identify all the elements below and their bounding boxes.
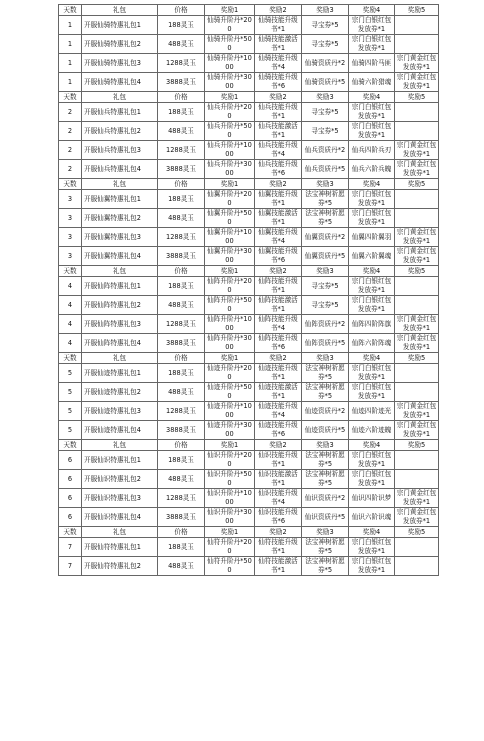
package-name-cell: 开服仙兵特惠礼包1 (82, 103, 158, 122)
package-name-cell: 开服仙骑特惠礼包3 (82, 54, 158, 73)
package-name-cell: 开服仙迹特惠礼包3 (82, 402, 158, 421)
reward-2-cell: 仙阵技能升级书*6 (255, 334, 302, 353)
header-row (59, 440, 439, 451)
column-header-reward-2: 奖励2 (255, 353, 302, 364)
reward-4-cell: 仙阵四阶阵旗 (349, 315, 395, 334)
header-row (59, 179, 439, 190)
table-row (59, 334, 439, 353)
reward-1-cell: 仙骑升阶丹*500 (205, 35, 255, 54)
column-header-price: 价格 (158, 266, 205, 277)
reward-5-cell: 宗门黄金红包发放券*1 (395, 315, 439, 334)
header-row (59, 266, 439, 277)
column-header-reward-5: 奖励5 (395, 440, 439, 451)
price-cell: 3888灵玉 (158, 247, 205, 266)
price-cell: 3888灵玉 (158, 160, 205, 179)
reward-5-cell: 宗门黄金红包发放券*1 (395, 334, 439, 353)
reward-4-cell: 宗门白银红包发放券*1 (349, 470, 395, 489)
day-cell: 4 (59, 315, 82, 334)
reward-4-cell: 仙骑四阶马匪 (349, 54, 395, 73)
column-header-reward-4: 奖励4 (349, 353, 395, 364)
reward-3-cell: 仙迹资质丹*5 (302, 421, 349, 440)
reward-4-cell: 仙兵六阶兵魄 (349, 160, 395, 179)
column-header-day: 天数 (59, 527, 82, 538)
reward-1-cell: 仙迹升阶丹*500 (205, 383, 255, 402)
column-header-reward-4: 奖励4 (349, 266, 395, 277)
table-row (59, 364, 439, 383)
column-header-reward-4: 奖励4 (349, 179, 395, 190)
reward-2-cell: 仙阵技能激活书*1 (255, 296, 302, 315)
reward-2-cell: 仙兵技能升级书*4 (255, 141, 302, 160)
reward-1-cell: 仙骑升阶丹*200 (205, 16, 255, 35)
column-header-price: 价格 (158, 5, 205, 16)
table-row (59, 103, 439, 122)
reward-5-cell (395, 538, 439, 557)
reward-4-cell: 宗门白银红包发放券*1 (349, 209, 395, 228)
column-header-reward-5: 奖励5 (395, 5, 439, 16)
column-header-package-name: 礼包 (82, 440, 158, 451)
reward-table (58, 4, 439, 576)
price-cell: 3888灵玉 (158, 421, 205, 440)
reward-4-cell: 宗门白银红包发放券*1 (349, 538, 395, 557)
package-name-cell: 开服仙骑特惠礼包4 (82, 73, 158, 92)
reward-3-cell: 仙兵资质丹*2 (302, 141, 349, 160)
day-cell: 6 (59, 451, 82, 470)
reward-2-cell: 仙兵技能升级书*1 (255, 103, 302, 122)
table-row (59, 35, 439, 54)
column-header-package-name: 礼包 (82, 527, 158, 538)
reward-5-cell (395, 122, 439, 141)
reward-3-cell: 仙迹资质丹*2 (302, 402, 349, 421)
table-row (59, 141, 439, 160)
reward-5-cell (395, 277, 439, 296)
package-name-cell: 开服仙符特惠礼包2 (82, 557, 158, 576)
column-header-package-name: 礼包 (82, 5, 158, 16)
reward-2-cell: 仙识技能升级书*1 (255, 451, 302, 470)
day-cell: 3 (59, 190, 82, 209)
price-cell: 3888灵玉 (158, 508, 205, 527)
day-cell: 1 (59, 73, 82, 92)
day-cell: 6 (59, 489, 82, 508)
reward-2-cell: 仙骑技能升级书*6 (255, 73, 302, 92)
column-header-reward-2: 奖励2 (255, 92, 302, 103)
reward-5-cell (395, 35, 439, 54)
table-row (59, 73, 439, 92)
reward-5-cell: 宗门黄金红包发放券*1 (395, 489, 439, 508)
header-row (59, 353, 439, 364)
table-row (59, 538, 439, 557)
package-name-cell: 开服仙识特惠礼包4 (82, 508, 158, 527)
table-row (59, 228, 439, 247)
table-row (59, 557, 439, 576)
reward-1-cell: 仙阵升阶丹*500 (205, 296, 255, 315)
reward-4-cell: 宗门白银红包发放券*1 (349, 296, 395, 315)
reward-3-cell: 寻宝券*5 (302, 35, 349, 54)
reward-2-cell: 仙兵技能激活书*1 (255, 122, 302, 141)
day-cell: 2 (59, 141, 82, 160)
column-header-reward-3: 奖励3 (302, 5, 349, 16)
column-header-price: 价格 (158, 179, 205, 190)
table-row (59, 122, 439, 141)
reward-1-cell: 仙兵升阶丹*3000 (205, 160, 255, 179)
reward-3-cell: 寻宝券*5 (302, 277, 349, 296)
table-row (59, 508, 439, 527)
column-header-day: 天数 (59, 353, 82, 364)
column-header-reward-1: 奖励1 (205, 92, 255, 103)
package-name-cell: 开服仙翼特惠礼包1 (82, 190, 158, 209)
package-name-cell: 开服仙迹特惠礼包1 (82, 364, 158, 383)
reward-3-cell: 法宝神树祈愿券*5 (302, 557, 349, 576)
reward-3-cell: 法宝神树祈愿券*5 (302, 383, 349, 402)
reward-2-cell: 仙迹技能升级书*1 (255, 364, 302, 383)
price-cell: 488灵玉 (158, 209, 205, 228)
day-cell: 2 (59, 103, 82, 122)
package-name-cell: 开服仙识特惠礼包1 (82, 451, 158, 470)
reward-1-cell: 仙符升阶丹*200 (205, 538, 255, 557)
column-header-package-name: 礼包 (82, 92, 158, 103)
reward-3-cell: 仙翼资质丹*2 (302, 228, 349, 247)
column-header-reward-3: 奖励3 (302, 92, 349, 103)
day-cell: 6 (59, 470, 82, 489)
table-row (59, 160, 439, 179)
column-header-reward-4: 奖励4 (349, 527, 395, 538)
reward-1-cell: 仙阵升阶丹*1000 (205, 315, 255, 334)
day-cell: 1 (59, 35, 82, 54)
reward-4-cell: 宗门白银红包发放券*1 (349, 364, 395, 383)
day-cell: 4 (59, 334, 82, 353)
package-name-cell: 开服仙迹特惠礼包2 (82, 383, 158, 402)
reward-1-cell: 仙迹升阶丹*1000 (205, 402, 255, 421)
reward-3-cell: 寻宝券*5 (302, 296, 349, 315)
table-row (59, 209, 439, 228)
table-row (59, 190, 439, 209)
price-cell: 488灵玉 (158, 383, 205, 402)
column-header-reward-1: 奖励1 (205, 266, 255, 277)
column-header-reward-2: 奖励2 (255, 5, 302, 16)
column-header-package-name: 礼包 (82, 353, 158, 364)
header-row (59, 92, 439, 103)
column-header-price: 价格 (158, 92, 205, 103)
price-cell: 188灵玉 (158, 16, 205, 35)
column-header-day: 天数 (59, 266, 82, 277)
day-cell: 1 (59, 54, 82, 73)
price-cell: 1288灵玉 (158, 315, 205, 334)
price-cell: 1288灵玉 (158, 402, 205, 421)
column-header-reward-2: 奖励2 (255, 440, 302, 451)
reward-3-cell: 仙骑资质丹*2 (302, 54, 349, 73)
reward-3-cell: 仙阵资质丹*5 (302, 334, 349, 353)
reward-2-cell: 仙翼技能升级书*4 (255, 228, 302, 247)
table-row (59, 470, 439, 489)
header-row (59, 527, 439, 538)
reward-5-cell: 宗门黄金红包发放券*1 (395, 421, 439, 440)
column-header-reward-1: 奖励1 (205, 527, 255, 538)
column-header-day: 天数 (59, 440, 82, 451)
price-cell: 488灵玉 (158, 35, 205, 54)
reward-4-cell: 仙翼六阶翼魂 (349, 247, 395, 266)
reward-1-cell: 仙阵升阶丹*200 (205, 277, 255, 296)
price-cell: 188灵玉 (158, 538, 205, 557)
price-cell: 3888灵玉 (158, 73, 205, 92)
day-cell: 5 (59, 421, 82, 440)
column-header-reward-3: 奖励3 (302, 527, 349, 538)
column-header-reward-5: 奖励5 (395, 179, 439, 190)
reward-5-cell (395, 209, 439, 228)
reward-1-cell: 仙阵升阶丹*3000 (205, 334, 255, 353)
reward-5-cell (395, 296, 439, 315)
column-header-reward-5: 奖励5 (395, 266, 439, 277)
day-cell: 3 (59, 247, 82, 266)
reward-3-cell: 法宝神树祈愿券*5 (302, 364, 349, 383)
reward-3-cell: 仙识资质丹*5 (302, 508, 349, 527)
package-name-cell: 开服仙兵特惠礼包4 (82, 160, 158, 179)
reward-2-cell: 仙阵技能升级书*1 (255, 277, 302, 296)
column-header-reward-3: 奖励3 (302, 266, 349, 277)
column-header-reward-1: 奖励1 (205, 179, 255, 190)
table-row (59, 54, 439, 73)
reward-4-cell: 宗门白银红包发放券*1 (349, 122, 395, 141)
column-header-day: 天数 (59, 179, 82, 190)
reward-3-cell: 仙翼资质丹*5 (302, 247, 349, 266)
price-cell: 188灵玉 (158, 277, 205, 296)
reward-5-cell (395, 190, 439, 209)
table-row (59, 489, 439, 508)
reward-2-cell: 仙识技能升级书*4 (255, 489, 302, 508)
reward-1-cell: 仙翼升阶丹*3000 (205, 247, 255, 266)
table-row (59, 277, 439, 296)
header-row (59, 5, 439, 16)
reward-4-cell: 宗门白银红包发放券*1 (349, 103, 395, 122)
reward-2-cell: 仙符技能升级书*1 (255, 538, 302, 557)
reward-2-cell: 仙迹技能升级书*6 (255, 421, 302, 440)
table-row (59, 315, 439, 334)
package-name-cell: 开服仙骑特惠礼包2 (82, 35, 158, 54)
reward-4-cell: 宗门白银红包发放券*1 (349, 383, 395, 402)
reward-4-cell: 仙迹四阶迹光 (349, 402, 395, 421)
price-cell: 1288灵玉 (158, 141, 205, 160)
reward-4-cell: 宗门白银红包发放券*1 (349, 35, 395, 54)
table-row (59, 421, 439, 440)
reward-3-cell: 仙识资质丹*2 (302, 489, 349, 508)
package-name-cell: 开服仙符特惠礼包1 (82, 538, 158, 557)
price-cell: 3888灵玉 (158, 334, 205, 353)
price-cell: 1288灵玉 (158, 489, 205, 508)
reward-4-cell: 仙翼四阶翼羽 (349, 228, 395, 247)
table-row (59, 296, 439, 315)
package-name-cell: 开服仙兵特惠礼包2 (82, 122, 158, 141)
column-header-reward-1: 奖励1 (205, 353, 255, 364)
column-header-reward-5: 奖励5 (395, 353, 439, 364)
package-name-cell: 开服仙识特惠礼包3 (82, 489, 158, 508)
reward-3-cell: 法宝神树祈愿券*5 (302, 451, 349, 470)
day-cell: 2 (59, 122, 82, 141)
package-name-cell: 开服仙阵特惠礼包3 (82, 315, 158, 334)
price-cell: 488灵玉 (158, 470, 205, 489)
reward-1-cell: 仙迹升阶丹*200 (205, 364, 255, 383)
reward-3-cell: 寻宝券*5 (302, 122, 349, 141)
package-name-cell: 开服仙阵特惠礼包1 (82, 277, 158, 296)
reward-5-cell (395, 103, 439, 122)
price-cell: 1288灵玉 (158, 228, 205, 247)
column-header-day: 天数 (59, 5, 82, 16)
reward-1-cell: 仙迹升阶丹*3000 (205, 421, 255, 440)
column-header-reward-2: 奖励2 (255, 179, 302, 190)
reward-4-cell: 仙骑六阶猎魂 (349, 73, 395, 92)
column-header-reward-4: 奖励4 (349, 92, 395, 103)
price-cell: 188灵玉 (158, 451, 205, 470)
reward-3-cell: 寻宝券*5 (302, 16, 349, 35)
reward-1-cell: 仙识升阶丹*500 (205, 470, 255, 489)
reward-5-cell (395, 451, 439, 470)
day-cell: 7 (59, 538, 82, 557)
reward-5-cell (395, 470, 439, 489)
reward-3-cell: 仙兵资质丹*5 (302, 160, 349, 179)
price-cell: 1288灵玉 (158, 54, 205, 73)
price-cell: 188灵玉 (158, 364, 205, 383)
reward-5-cell (395, 364, 439, 383)
package-name-cell: 开服仙兵特惠礼包3 (82, 141, 158, 160)
column-header-reward-3: 奖励3 (302, 353, 349, 364)
reward-1-cell: 仙翼升阶丹*1000 (205, 228, 255, 247)
column-header-reward-1: 奖励1 (205, 5, 255, 16)
column-header-package-name: 礼包 (82, 266, 158, 277)
package-name-cell: 开服仙骑特惠礼包1 (82, 16, 158, 35)
day-cell: 4 (59, 277, 82, 296)
reward-1-cell: 仙识升阶丹*200 (205, 451, 255, 470)
reward-1-cell: 仙骑升阶丹*3000 (205, 73, 255, 92)
reward-2-cell: 仙兵技能升级书*6 (255, 160, 302, 179)
reward-2-cell: 仙骑技能升级书*1 (255, 16, 302, 35)
table-row (59, 16, 439, 35)
reward-1-cell: 仙翼升阶丹*500 (205, 209, 255, 228)
reward-4-cell: 仙阵六阶阵魂 (349, 334, 395, 353)
reward-2-cell: 仙迹技能激活书*1 (255, 383, 302, 402)
reward-3-cell: 寻宝券*5 (302, 103, 349, 122)
package-name-cell: 开服仙识特惠礼包2 (82, 470, 158, 489)
reward-5-cell: 宗门黄金红包发放券*1 (395, 402, 439, 421)
reward-5-cell: 宗门黄金红包发放券*1 (395, 141, 439, 160)
package-name-cell: 开服仙阵特惠礼包2 (82, 296, 158, 315)
reward-2-cell: 仙符技能激活书*1 (255, 557, 302, 576)
reward-5-cell: 宗门黄金红包发放券*1 (395, 228, 439, 247)
reward-4-cell: 宗门白银红包发放券*1 (349, 451, 395, 470)
reward-3-cell: 法宝神树祈愿券*5 (302, 209, 349, 228)
column-header-price: 价格 (158, 440, 205, 451)
reward-1-cell: 仙骑升阶丹*1000 (205, 54, 255, 73)
price-cell: 488灵玉 (158, 557, 205, 576)
column-header-reward-2: 奖励2 (255, 527, 302, 538)
day-cell: 4 (59, 296, 82, 315)
day-cell: 5 (59, 383, 82, 402)
reward-5-cell: 宗门黄金红包发放券*1 (395, 160, 439, 179)
reward-2-cell: 仙翼技能升级书*6 (255, 247, 302, 266)
reward-3-cell: 仙阵资质丹*2 (302, 315, 349, 334)
table-row (59, 402, 439, 421)
reward-5-cell (395, 557, 439, 576)
reward-1-cell: 仙兵升阶丹*1000 (205, 141, 255, 160)
reward-2-cell: 仙识技能激活书*1 (255, 470, 302, 489)
reward-4-cell: 仙识六阶识魂 (349, 508, 395, 527)
reward-4-cell: 仙兵四阶兵刃 (349, 141, 395, 160)
column-header-reward-4: 奖励4 (349, 440, 395, 451)
package-name-cell: 开服仙翼特惠礼包4 (82, 247, 158, 266)
reward-2-cell: 仙骑技能激活书*1 (255, 35, 302, 54)
reward-5-cell (395, 383, 439, 402)
reward-4-cell: 宗门白银红包发放券*1 (349, 190, 395, 209)
reward-4-cell: 宗门白银红包发放券*1 (349, 277, 395, 296)
package-name-cell: 开服仙翼特惠礼包3 (82, 228, 158, 247)
reward-1-cell: 仙兵升阶丹*200 (205, 103, 255, 122)
reward-5-cell: 宗门黄金红包发放券*1 (395, 247, 439, 266)
reward-2-cell: 仙迹技能升级书*4 (255, 402, 302, 421)
day-cell: 3 (59, 228, 82, 247)
reward-5-cell: 宗门黄金红包发放券*1 (395, 73, 439, 92)
reward-1-cell: 仙翼升阶丹*200 (205, 190, 255, 209)
column-header-reward-1: 奖励1 (205, 440, 255, 451)
table-row (59, 247, 439, 266)
price-cell: 488灵玉 (158, 296, 205, 315)
reward-5-cell: 宗门黄金红包发放券*1 (395, 54, 439, 73)
reward-1-cell: 仙识升阶丹*1000 (205, 489, 255, 508)
reward-2-cell: 仙识技能升级书*6 (255, 508, 302, 527)
column-header-price: 价格 (158, 527, 205, 538)
table-row (59, 383, 439, 402)
column-header-reward-5: 奖励5 (395, 527, 439, 538)
column-header-day: 天数 (59, 92, 82, 103)
reward-1-cell: 仙识升阶丹*3000 (205, 508, 255, 527)
price-cell: 188灵玉 (158, 103, 205, 122)
day-cell: 2 (59, 160, 82, 179)
reward-2-cell: 仙骑技能升级书*4 (255, 54, 302, 73)
day-cell: 5 (59, 364, 82, 383)
reward-3-cell: 法宝神树祈愿券*5 (302, 470, 349, 489)
reward-4-cell: 宗门白银红包发放券*1 (349, 16, 395, 35)
reward-4-cell: 宗门白银红包发放券*1 (349, 557, 395, 576)
day-cell: 5 (59, 402, 82, 421)
reward-5-cell (395, 16, 439, 35)
reward-3-cell: 法宝神树祈愿券*5 (302, 538, 349, 557)
column-header-reward-2: 奖励2 (255, 266, 302, 277)
reward-2-cell: 仙翼技能升级书*1 (255, 190, 302, 209)
reward-2-cell: 仙翼技能激活书*1 (255, 209, 302, 228)
price-cell: 488灵玉 (158, 122, 205, 141)
reward-5-cell: 宗门黄金红包发放券*1 (395, 508, 439, 527)
day-cell: 1 (59, 16, 82, 35)
table-row (59, 451, 439, 470)
column-header-reward-4: 奖励4 (349, 5, 395, 16)
column-header-price: 价格 (158, 353, 205, 364)
reward-3-cell: 仙骑资质丹*5 (302, 73, 349, 92)
day-cell: 7 (59, 557, 82, 576)
package-name-cell: 开服仙阵特惠礼包4 (82, 334, 158, 353)
reward-4-cell: 仙迹六阶迹魄 (349, 421, 395, 440)
price-cell: 188灵玉 (158, 190, 205, 209)
reward-2-cell: 仙阵技能升级书*4 (255, 315, 302, 334)
package-name-cell: 开服仙迹特惠礼包4 (82, 421, 158, 440)
column-header-reward-5: 奖励5 (395, 92, 439, 103)
column-header-package-name: 礼包 (82, 179, 158, 190)
package-name-cell: 开服仙翼特惠礼包2 (82, 209, 158, 228)
day-cell: 3 (59, 209, 82, 228)
column-header-reward-3: 奖励3 (302, 179, 349, 190)
reward-4-cell: 仙识四阶识梦 (349, 489, 395, 508)
reward-1-cell: 仙兵升阶丹*500 (205, 122, 255, 141)
day-cell: 6 (59, 508, 82, 527)
reward-1-cell: 仙符升阶丹*500 (205, 557, 255, 576)
reward-3-cell: 法宝神树祈愿券*5 (302, 190, 349, 209)
column-header-reward-3: 奖励3 (302, 440, 349, 451)
